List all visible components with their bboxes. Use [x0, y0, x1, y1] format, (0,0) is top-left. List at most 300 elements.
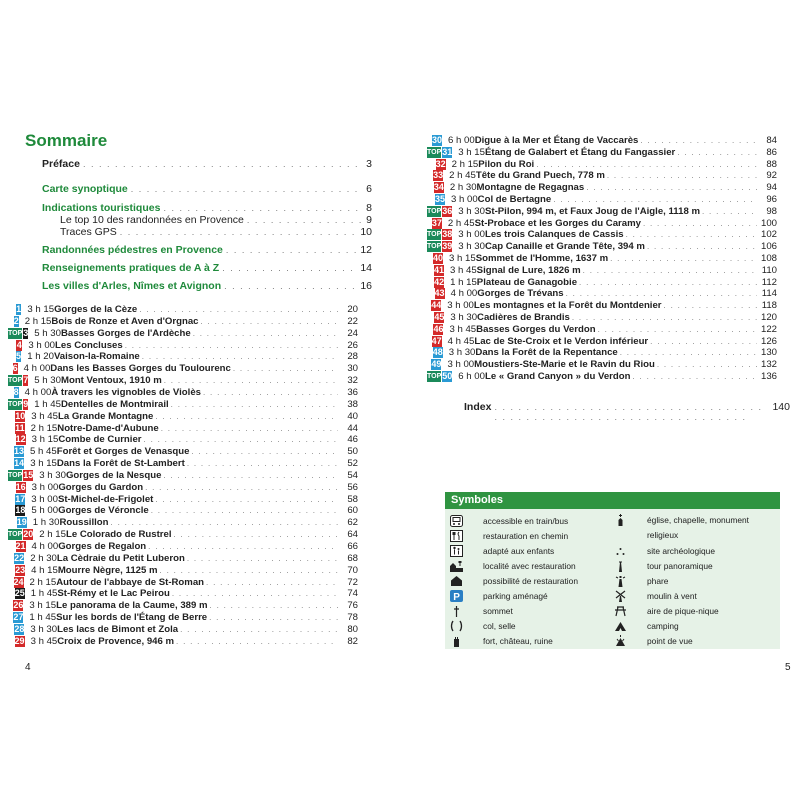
route-duration: 2 h 15	[24, 315, 52, 327]
index-entry[interactable]	[464, 401, 790, 422]
route-name: Dentelles de Montmirail	[60, 398, 169, 410]
route-name: Mont Ventoux, 1910 m	[60, 375, 162, 387]
route-duration: 3 h 00	[458, 229, 485, 241]
route-page: 106	[760, 241, 777, 253]
route-name: Col de Bertagne	[477, 194, 552, 205]
route-duration: 1 h 15	[450, 276, 477, 288]
route-page: 92	[766, 170, 777, 182]
toc-entry[interactable]	[60, 226, 372, 240]
route-name: Vaison-la-Romaine	[53, 351, 140, 363]
route-duration: 3 h 30	[458, 205, 485, 217]
toc-entry-label: Les villes d'Arles, Nîmes et Avignon	[42, 280, 222, 292]
route-duration: 3 h 00	[450, 194, 478, 205]
route-number-badge: 28	[14, 623, 25, 634]
top-badge-empty	[8, 387, 13, 398]
symbol-legend-item	[613, 558, 713, 573]
route-duration: 4 h 00	[450, 288, 478, 300]
route-duration: 2 h 45	[449, 170, 476, 182]
route-duration: 6 h 00	[448, 135, 475, 146]
route-name: Gorges du Gardon	[58, 481, 144, 493]
route-number-badge: 11	[15, 422, 25, 433]
route-duration: 3 h 30	[450, 312, 478, 323]
route-page: 130	[760, 347, 777, 359]
symbol-legend-item	[613, 588, 697, 603]
route-name: St-Rémy et le Lac Peirou	[57, 588, 170, 600]
route-duration: 5 h 00	[31, 505, 59, 517]
route-name: Pilon du Roi	[478, 158, 535, 170]
symbol-legend-item	[449, 573, 578, 588]
leader-dots	[222, 263, 357, 273]
route-page: 110	[761, 264, 777, 276]
symbol-label: église, chapelle, monument religieux	[647, 515, 749, 540]
route-name: Montagne de Regagnas	[476, 182, 585, 194]
top-badge-empty	[427, 159, 435, 170]
route-duration: 5 h 45	[30, 446, 57, 458]
route-name: Étang de Galabert et Étang du Fangassier	[484, 146, 676, 158]
route-page: 136	[760, 371, 777, 382]
route-duration: 2 h 15	[29, 576, 57, 588]
route-number-badge: 50	[442, 371, 453, 381]
symbol-label: parking aménagé	[483, 590, 548, 601]
route-page: 96	[766, 194, 777, 205]
route-duration: 1 h 45	[34, 398, 61, 410]
route-name: Mourre Nègre, 1125 m	[57, 564, 158, 576]
route-number-badge: 25	[14, 588, 25, 599]
route-duration: 3 h 00	[31, 481, 59, 493]
leader-dots	[191, 447, 338, 456]
route-page: 40	[347, 410, 358, 422]
leader-dots	[572, 313, 757, 322]
route-number-badge: 7	[23, 375, 29, 386]
toc-entry-label: Préface	[42, 158, 80, 170]
top-badge-empty	[427, 265, 433, 276]
route-page: 68	[347, 552, 358, 564]
top-badge-empty	[8, 541, 15, 552]
route-name: À travers les vignobles de Violès	[51, 386, 201, 398]
symbol-legend-item	[449, 588, 548, 603]
route-number-badge: 33	[433, 170, 444, 181]
route-name: La Cèdraie du Petit Luberon	[56, 552, 185, 564]
route-page: 86	[766, 146, 777, 158]
route-name: Gorges de Trévans	[477, 288, 564, 300]
toc-entry[interactable]	[42, 262, 372, 276]
route-page: 58	[347, 493, 358, 505]
symbol-legend-item	[613, 618, 679, 633]
top-badge: TOP	[427, 207, 442, 215]
top-badge-empty	[427, 194, 434, 205]
leader-dots	[553, 195, 757, 204]
symbol-legend-item	[613, 543, 715, 558]
symbol-legend-item	[449, 603, 513, 618]
route-number-badge: 49	[431, 359, 442, 370]
route-name: Les Concluses	[55, 339, 123, 351]
route-name: Basses Gorges de l'Ardèche	[60, 327, 191, 339]
route-number-badge: 46	[433, 323, 444, 334]
page-number-left: 4	[25, 662, 31, 673]
route-number-badge: 22	[14, 552, 25, 563]
leader-dots	[633, 372, 757, 381]
leader-dots	[139, 305, 338, 314]
symbol-label: col, selle	[483, 620, 516, 631]
top-badge-empty	[8, 588, 14, 599]
route-name: Gorges de la Cèze	[54, 304, 138, 315]
church-icon	[613, 513, 627, 526]
route-name: Bois de Ronze et Aven d'Orgnac	[51, 315, 199, 327]
route-number-badge: 37	[431, 217, 442, 228]
leader-dots	[148, 542, 338, 551]
leader-dots	[206, 578, 338, 587]
route-page: 82	[347, 635, 358, 647]
leader-dots	[566, 289, 757, 298]
route-duration: 6 h 00	[458, 371, 485, 382]
route-name: Les montagnes et la Forêt du Montdenier	[473, 300, 662, 312]
route-page: 36	[347, 386, 358, 398]
route-duration: 4 h 15	[31, 564, 58, 576]
route-number-badge: 4	[16, 339, 22, 350]
leader-dots	[677, 148, 757, 157]
symbol-label: camping	[647, 620, 679, 631]
route-name: Combe de Curnier	[58, 434, 142, 446]
route-page: 118	[761, 300, 777, 312]
route-duration: 2 h 30	[30, 552, 57, 564]
symbol-label: moulin à vent	[647, 590, 697, 601]
route-duration: 1 h 30	[32, 517, 60, 529]
route-name: St-Michel-de-Frigolet	[57, 493, 154, 505]
leader-dots	[247, 215, 363, 225]
route-number-badge: 16	[15, 481, 26, 492]
index-label: Index	[464, 401, 492, 413]
page-number-right: 5	[785, 662, 791, 673]
route-duration: 3 h 00	[28, 339, 55, 351]
leader-dots	[144, 435, 338, 444]
top-badge-empty	[427, 300, 430, 311]
route-number-badge: 34	[433, 182, 444, 193]
house-icon	[449, 574, 463, 587]
route-name: Basses Gorges du Verdon	[476, 323, 596, 335]
route-page: 114	[761, 288, 777, 300]
picnic-icon	[613, 604, 627, 617]
route-name: Moustiers-Ste-Marie et le Ravin du Riou	[474, 359, 655, 371]
top-badge-empty	[8, 494, 14, 505]
top-badge-empty	[8, 316, 13, 327]
leader-dots	[171, 400, 338, 409]
leader-dots	[176, 637, 338, 646]
route-page: 84	[766, 135, 777, 146]
fort-icon	[449, 634, 463, 647]
leader-dots	[657, 360, 757, 369]
route-number-badge: 40	[433, 253, 444, 263]
windmill-icon	[613, 589, 627, 602]
symbol-legend-item	[613, 513, 772, 540]
route-duration: 3 h 00	[447, 359, 475, 371]
top-badge: TOP	[8, 329, 23, 337]
route-page: 80	[347, 623, 358, 635]
route-entry[interactable]	[8, 635, 358, 648]
leader-dots	[586, 183, 757, 192]
top-badge-empty	[8, 482, 15, 493]
route-number-badge: 48	[432, 347, 443, 358]
top-badge-empty	[8, 553, 13, 564]
route-duration: 3 h 15	[31, 434, 59, 446]
toc-entry[interactable]	[42, 280, 372, 294]
leader-dots	[643, 219, 757, 228]
leader-dots	[224, 281, 357, 291]
col-icon	[449, 619, 463, 632]
route-number-badge: 1	[16, 304, 22, 314]
route-duration: 2 h 30	[449, 182, 477, 194]
route-duration: 1 h 20	[27, 351, 54, 363]
parking-icon	[449, 589, 463, 602]
route-duration: 2 h 15	[451, 158, 479, 170]
tower-icon	[613, 559, 627, 572]
symbol-legend-item	[449, 513, 568, 528]
leader-dots	[640, 136, 757, 145]
symbols-legend	[445, 492, 780, 649]
route-name: Dans les Basses Gorges du Toulourenc	[50, 363, 231, 375]
route-page: 22	[347, 315, 358, 327]
route-duration: 3 h 15	[458, 146, 485, 158]
page-title: Sommaire	[25, 131, 108, 150]
toc-entry-label: Indications touristiques	[42, 202, 161, 214]
route-name: Lac de Ste-Croix et le Verdon inférieur	[474, 335, 649, 347]
route-name: Sur les bords de l'Étang de Berre	[56, 612, 208, 624]
top-badge-empty	[8, 624, 13, 635]
leader-dots	[155, 412, 338, 421]
route-name: Les lacs de Bimont et Zola	[57, 623, 179, 635]
route-name: Dans la Forêt de la Repentance	[475, 347, 618, 359]
leader-dots	[607, 171, 757, 180]
route-number-badge: 9	[23, 398, 29, 409]
symbol-label: point de vue	[647, 635, 693, 646]
route-name: Dans la Forêt de St-Lambert	[56, 458, 185, 470]
route-number-badge: 29	[14, 635, 25, 646]
top-badge: TOP	[427, 373, 442, 380]
leader-dots	[174, 530, 338, 539]
restaurant-route-icon	[449, 529, 463, 542]
leader-dots	[650, 337, 757, 346]
leader-dots	[164, 376, 338, 385]
route-duration: 2 h 15	[39, 529, 66, 541]
toc-entry-label: Traces GPS	[60, 226, 117, 238]
leader-dots	[209, 613, 338, 622]
route-name: Le panorama de la Caume, 389 m	[56, 600, 208, 612]
symbol-legend-item	[613, 573, 668, 588]
leader-dots	[626, 230, 757, 239]
route-name: Tête du Grand Puech, 778 m	[475, 170, 605, 182]
top-badge-empty	[427, 359, 430, 370]
leader-dots	[187, 459, 338, 468]
leader-dots	[163, 471, 338, 480]
route-page: 122	[760, 323, 777, 335]
route-page: 126	[760, 335, 777, 347]
leader-dots	[201, 317, 338, 326]
route-page: 24	[347, 327, 358, 339]
toc-entry-page: 3	[366, 158, 372, 170]
symbol-label: fort, château, ruine	[483, 635, 553, 646]
route-page: 26	[347, 339, 358, 351]
bus-icon	[449, 514, 463, 527]
leader-dots	[210, 601, 338, 610]
top-badge-empty	[427, 324, 432, 335]
route-page: 20	[347, 304, 358, 315]
top-badge-empty	[8, 612, 12, 623]
route-number-badge: 36	[442, 205, 453, 216]
route-name: Gorges de la Nesque	[65, 469, 162, 481]
route-duration: 3 h 45	[31, 410, 58, 422]
leader-dots	[193, 329, 338, 338]
summit-cross-icon	[449, 604, 463, 617]
route-name: St-Probace et les Gorges du Caramy	[474, 217, 641, 229]
top-badge-empty	[427, 277, 433, 288]
leader-dots	[172, 589, 338, 598]
route-number-badge: 23	[15, 564, 26, 575]
route-page: 54	[347, 469, 358, 481]
route-duration: 3 h 30	[458, 241, 485, 253]
toc-entry-page: 6	[366, 183, 372, 195]
village-restaurant-icon	[449, 559, 463, 572]
route-number-badge: 19	[16, 517, 27, 528]
route-name: Le Colorado de Rustrel	[65, 529, 172, 541]
leader-dots	[647, 242, 757, 251]
symbol-legend-item	[449, 528, 568, 543]
route-page: 98	[766, 205, 777, 217]
route-number-badge: 31	[442, 146, 453, 157]
route-page: 38	[347, 398, 358, 410]
leader-dots	[226, 245, 357, 255]
symbol-label: sommet	[483, 605, 513, 616]
route-number-badge: 2	[13, 315, 19, 326]
leader-dots	[187, 554, 338, 563]
top-badge-empty	[8, 423, 14, 434]
route-name: Digue à la Mer et Étang de Vaccarès	[474, 135, 639, 146]
route-number-badge: 5	[15, 351, 21, 362]
route-number-badge: 24	[13, 576, 24, 587]
index-page: 140	[772, 401, 790, 413]
toc-entry-label: Renseignements pratiques de A à Z	[42, 262, 220, 274]
top-badge-empty	[8, 565, 14, 576]
route-page: 102	[760, 229, 777, 241]
route-number-badge: 30	[431, 135, 442, 145]
route-name: Gorges de Regalon	[58, 541, 147, 552]
viewpoint-icon	[613, 634, 627, 647]
route-page: 72	[347, 576, 358, 588]
leader-dots	[83, 159, 363, 169]
top-badge-empty	[8, 446, 13, 457]
top-badge-empty	[8, 517, 16, 528]
top-badge-empty	[8, 304, 15, 315]
route-number-badge: 41	[433, 264, 444, 275]
route-number-badge: 10	[15, 410, 26, 421]
toc-entry[interactable]	[42, 158, 372, 172]
route-name: Roussillon	[59, 517, 109, 529]
symbol-label: aire de pique-nique	[647, 605, 719, 616]
leader-dots	[536, 160, 757, 169]
route-page: 66	[347, 541, 358, 552]
top-badge-empty	[8, 458, 13, 469]
toc-entry-page: 9	[366, 214, 372, 226]
top-badge-empty	[427, 347, 432, 358]
symbol-label: accessible en train/bus	[483, 515, 569, 526]
symbol-label: localité avec restauration	[483, 560, 576, 571]
route-name: Gorges de Véroncle	[58, 505, 149, 517]
route-number-badge: 20	[23, 529, 34, 540]
leader-dots	[598, 325, 757, 334]
route-page: 62	[347, 517, 358, 529]
route-page: 88	[766, 158, 777, 170]
route-page: 74	[347, 588, 358, 600]
route-page: 120	[760, 312, 777, 323]
route-number-badge: 13	[14, 446, 25, 457]
leader-dots	[161, 424, 338, 433]
route-page: 60	[347, 505, 358, 517]
top-badge: TOP	[8, 471, 23, 479]
route-name: Croix de Provence, 946 m	[57, 635, 175, 647]
leader-dots	[111, 518, 338, 527]
leader-dots	[163, 203, 363, 213]
top-badge-empty	[427, 312, 433, 323]
route-duration: 4 h 00	[24, 386, 52, 398]
route-duration: 3 h 30	[39, 469, 66, 481]
camping-icon	[613, 619, 627, 632]
route-duration: 3 h 15	[30, 458, 57, 470]
symbol-legend-item	[449, 543, 554, 558]
top-badge: TOP	[427, 243, 442, 251]
route-duration: 3 h 45	[30, 635, 58, 647]
children-icon	[449, 544, 463, 557]
svg-text:P: P	[452, 591, 460, 602]
top-badge-empty	[8, 351, 15, 362]
route-duration: 4 h 00	[23, 363, 51, 375]
leader-dots	[610, 254, 757, 263]
symbol-legend-item	[613, 603, 719, 618]
top-badge-empty	[8, 600, 12, 611]
leader-dots	[125, 341, 338, 350]
route-duration: 4 h 00	[31, 541, 59, 552]
archaeology-icon	[613, 544, 627, 557]
route-duration: 1 h 45	[29, 612, 57, 624]
route-page: 94	[766, 182, 777, 194]
symbol-label: adapté aux enfants	[483, 545, 555, 556]
route-number-badge: 44	[431, 300, 442, 311]
route-page: 44	[347, 422, 358, 434]
top-badge: TOP	[8, 400, 23, 408]
top-badge-empty	[8, 434, 15, 445]
route-page: 46	[347, 434, 358, 446]
route-page: 28	[347, 351, 358, 363]
toc-entry-label: Carte synoptique	[42, 183, 128, 195]
toc-entry-label: Le top 10 des randonnées en Provence	[60, 214, 244, 226]
route-name: Signal de Lure, 1826 m	[476, 264, 581, 276]
route-number-badge: 18	[15, 505, 26, 516]
route-name: St-Pilon, 994 m, et Faux Joug de l'Aigle, 1118 m	[484, 205, 700, 217]
route-entry[interactable]	[427, 370, 777, 383]
route-duration: 4 h 45	[447, 335, 475, 347]
route-number-badge: 45	[434, 312, 445, 322]
route-number-badge: 39	[442, 241, 453, 252]
leader-dots	[155, 495, 338, 504]
route-page: 52	[347, 458, 358, 470]
route-page: 32	[347, 375, 358, 387]
route-name: Les trois Calanques de Cassis	[484, 229, 624, 241]
right-page	[400, 0, 800, 800]
route-duration: 3 h 30	[448, 347, 476, 359]
toc-entry[interactable]	[42, 183, 372, 197]
symbol-label: restauration en chemin	[483, 530, 569, 541]
top-badge-empty	[8, 636, 14, 647]
leader-dots	[620, 348, 757, 357]
route-name: Cadières de Brandis	[477, 312, 570, 323]
toc-entry[interactable]	[42, 244, 372, 258]
